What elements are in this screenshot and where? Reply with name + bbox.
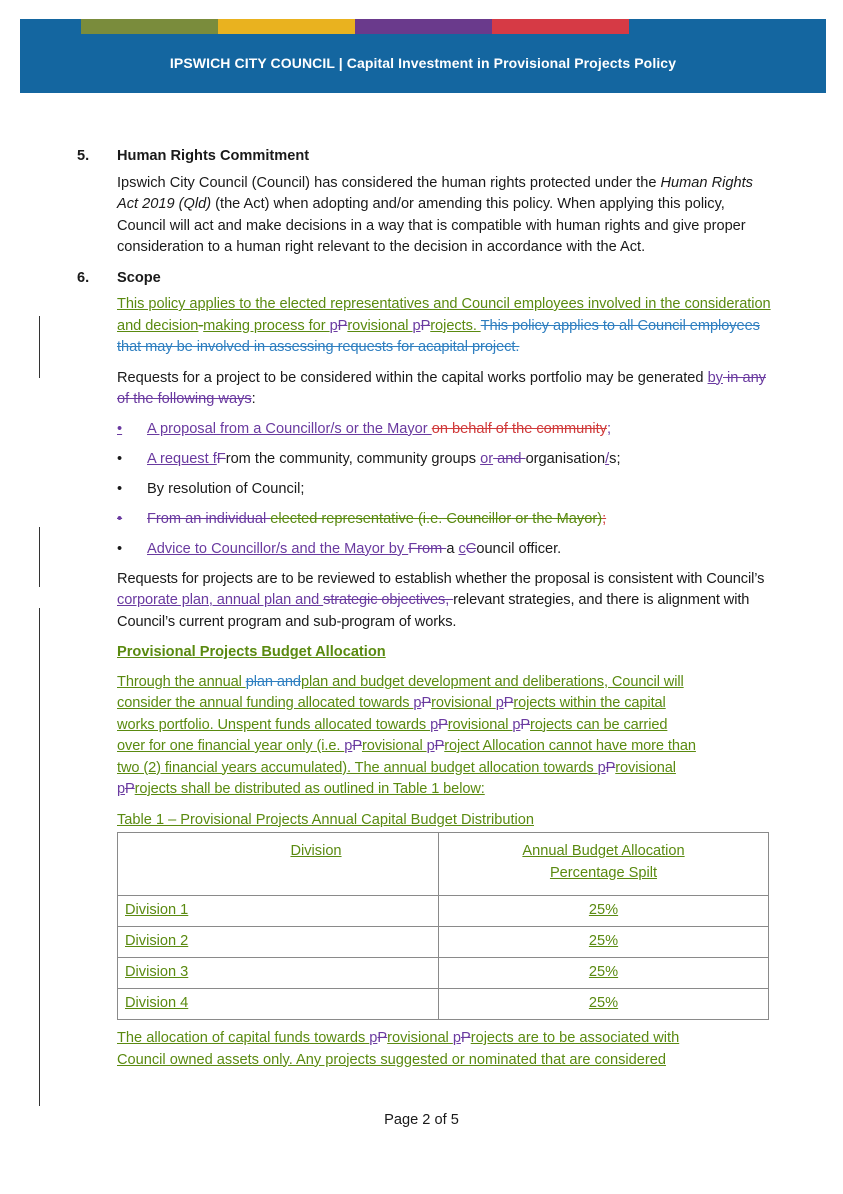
text-run: organisation xyxy=(525,450,606,467)
bullet: • xyxy=(117,540,123,557)
percent-value: 25% xyxy=(588,964,619,981)
inserted-text: p xyxy=(597,759,606,776)
bullet: • xyxy=(117,510,123,527)
deleted-text: P xyxy=(421,695,432,711)
inserted-text: A request f xyxy=(147,450,217,467)
text-run: By resolution of Council; xyxy=(147,480,305,497)
table-caption: Table 1 – Provisional Projects Annual Capital Budget Distribution xyxy=(117,811,534,828)
inserted-text: p xyxy=(329,317,338,334)
text-run: Requests for projects are to be reviewed to establish whether the proposal is consistent with Council’s xyxy=(117,570,765,587)
deleted-text: From xyxy=(408,540,447,557)
deleted-text: F xyxy=(216,450,226,467)
inserted-text: p xyxy=(512,716,521,733)
text-run: ouncil officer. xyxy=(476,540,562,557)
deleted-text: in any of the following ways xyxy=(117,369,766,407)
table-row xyxy=(118,989,769,1020)
inserted-text: rojects within the capital works portfolio. Unspent funds allocated towards xyxy=(117,695,666,733)
closing-paragraph xyxy=(117,1028,727,1071)
deleted-text: P xyxy=(337,317,348,334)
scope-paragraph xyxy=(117,294,777,359)
percent-value: 25% xyxy=(588,995,619,1012)
deleted-text: plan and xyxy=(245,673,301,690)
review-paragraph xyxy=(117,569,777,634)
section-5-heading xyxy=(77,146,777,168)
change-bar-bullets xyxy=(39,527,40,587)
inserted-text: or xyxy=(480,450,494,467)
inserted-text: rojects. xyxy=(430,317,481,334)
text-run: (the Act) when adopting and/or amending this policy. When applying this policy, Council will act and make decisions in a way that is compatible with human rights and give proper consideration to a human right relevant to the decision in accordance with the Act. xyxy=(117,196,746,255)
inserted-text: p xyxy=(430,716,439,733)
deleted-text: From an individual xyxy=(147,510,271,527)
inserted-text: rovisional xyxy=(447,716,513,733)
inserted-text: / xyxy=(605,450,610,467)
list-item xyxy=(117,509,777,531)
division-name: Division 1 xyxy=(125,902,189,919)
inserted-text: p xyxy=(344,738,353,754)
inserted-text: rojects are to be associated with Council owned assets only. Any projects suggested or nominated that are considered xyxy=(117,1030,680,1068)
section-title: Human Rights Commitment xyxy=(117,148,310,164)
human-rights-paragraph xyxy=(117,173,777,259)
act-title: Human Rights Act 2019 (Qld) xyxy=(117,174,753,212)
inserted-text: Through the annual xyxy=(117,673,246,690)
inserted-text: rovisional xyxy=(361,738,427,754)
deleted-text: strategic objectives, xyxy=(323,592,454,608)
deleted-text: - xyxy=(198,317,204,334)
budget-paragraph xyxy=(117,672,697,801)
column-header: Annual Budget Allocation Percentage Spilt xyxy=(522,843,685,881)
requests-intro xyxy=(117,368,777,411)
stripe-yellow xyxy=(218,19,355,34)
deleted-text: P xyxy=(420,317,431,334)
text-run: Requests for a project to be considered within the capital works portfolio may be generated xyxy=(117,369,708,386)
deleted-text: and xyxy=(493,450,526,467)
header-color-stripes xyxy=(81,19,766,34)
list-item xyxy=(117,449,777,471)
deleted-text: P xyxy=(503,695,514,711)
inserted-text: The allocation of capital funds towards xyxy=(117,1030,370,1046)
inserted-text: rovisional xyxy=(387,1030,453,1046)
inserted-text: Advice to Councillor/s and the Mayor by xyxy=(147,540,409,557)
text-run: rom the community, community groups xyxy=(225,450,481,467)
list-item xyxy=(117,539,777,561)
deleted-text: elected representative (i.e. Councillor xyxy=(270,510,512,527)
subsection-title: Provisional Projects Budget Allocation xyxy=(117,644,386,660)
budget-heading xyxy=(117,642,777,664)
inserted-text: plan and budget development and deliberations, Council will consider the annual funding allocated towards xyxy=(117,673,684,711)
inserted-text: p xyxy=(495,695,504,711)
list-item xyxy=(117,479,777,501)
percent-cell xyxy=(439,896,769,927)
inserted-text: p xyxy=(369,1030,378,1046)
bullet: • xyxy=(117,450,123,467)
inserted-text: c xyxy=(458,540,466,557)
table-row xyxy=(118,896,769,927)
text-run: Ipswich City Council (Council) has considered the human rights protected under the xyxy=(117,174,661,191)
deleted-text: P xyxy=(434,738,445,754)
inserted-text: making process for xyxy=(203,317,330,334)
inserted-text: p xyxy=(413,695,422,711)
text-run: s; xyxy=(609,450,621,467)
stripe-red xyxy=(492,19,629,34)
deleted-text: P xyxy=(605,759,616,776)
text-run: relevant strategies, and there is alignment with Council’s current program and sub-program of works. xyxy=(117,592,750,630)
list-item xyxy=(117,419,777,441)
document-header xyxy=(20,19,826,93)
deleted-text: P xyxy=(520,716,531,733)
inserted-text: This policy applies to the elected representatives and Council employees involved in the consideration and decision xyxy=(117,296,771,334)
deleted-text: P xyxy=(460,1030,471,1046)
inserted-text: rojects shall be distributed as outlined in Table 1 below: xyxy=(134,781,485,797)
percent-value: 25% xyxy=(588,902,619,919)
inserted-text: rojects can be carried over for one financial year only (i.e. xyxy=(117,716,668,754)
inserted-text: rovisional xyxy=(431,695,496,711)
inserted-text: p xyxy=(452,1030,461,1046)
percent-cell xyxy=(439,927,769,958)
change-bar-scope xyxy=(39,316,40,378)
text-run: : xyxy=(251,391,256,407)
division-name: Division 4 xyxy=(125,995,189,1012)
table-row xyxy=(118,958,769,989)
section-number: 5. xyxy=(77,148,90,164)
bullet: • xyxy=(117,480,123,497)
request-sources-list xyxy=(117,419,777,561)
inserted-text: corporate plan, annual plan and xyxy=(117,592,324,608)
deleted-text: P xyxy=(438,716,448,733)
stripe-olive xyxy=(81,19,218,34)
percent-cell xyxy=(439,958,769,989)
inserted-text: p xyxy=(117,781,126,797)
header-division xyxy=(118,833,439,896)
table-row xyxy=(118,927,769,958)
section-title: Scope xyxy=(117,269,161,286)
deleted-text: ; xyxy=(602,510,607,527)
deleted-text: P xyxy=(377,1030,388,1046)
division-cell xyxy=(118,927,439,958)
bullet: • xyxy=(117,420,123,437)
inserted-text: p xyxy=(412,317,421,334)
budget-distribution-table xyxy=(117,832,769,1020)
percent-value: 25% xyxy=(588,933,619,950)
stripe-blue xyxy=(629,19,766,34)
document-body xyxy=(77,146,777,1080)
inserted-text: by xyxy=(707,369,723,386)
division-cell xyxy=(118,958,439,989)
header-allocation xyxy=(439,833,769,896)
inserted-text: p xyxy=(426,738,435,754)
deleted-text: P xyxy=(352,738,362,754)
section-number: 6. xyxy=(77,269,90,286)
change-bar-budget xyxy=(39,608,40,1106)
text-run: a xyxy=(446,540,459,557)
deleted-text: or the Mayor) xyxy=(511,510,603,527)
page-number: Page 2 of 5 xyxy=(384,1112,459,1128)
division-name: Division 3 xyxy=(125,964,189,981)
deleted-text: C xyxy=(465,540,477,557)
inserted-text: rovisional xyxy=(347,317,413,334)
inserted-text: roject Allocation cannot have more than two (2) financial years accumulated). The annual budget allocation towards xyxy=(117,738,696,776)
division-cell xyxy=(118,989,439,1020)
deleted-text: P xyxy=(125,781,135,797)
inserted-text: rovisional xyxy=(615,759,676,776)
deleted-text: This policy applies to all Council employees that may be involved in assessing requests for acapital project. xyxy=(117,317,760,355)
deleted-text: on behalf of the community xyxy=(431,420,607,437)
section-6-heading xyxy=(77,268,777,290)
inserted-text: ; xyxy=(606,420,611,437)
division-cell xyxy=(118,896,439,927)
table-header-row xyxy=(118,833,769,896)
division-name: Division 2 xyxy=(125,933,189,950)
inserted-text: A proposal from a Councillor/s or the Mayor xyxy=(147,420,432,437)
stripe-purple xyxy=(355,19,492,34)
percent-cell xyxy=(439,989,769,1020)
header-title: IPSWICH CITY COUNCIL | Capital Investment in Provisional Projects Policy xyxy=(169,55,677,71)
column-header: Division xyxy=(290,843,342,859)
